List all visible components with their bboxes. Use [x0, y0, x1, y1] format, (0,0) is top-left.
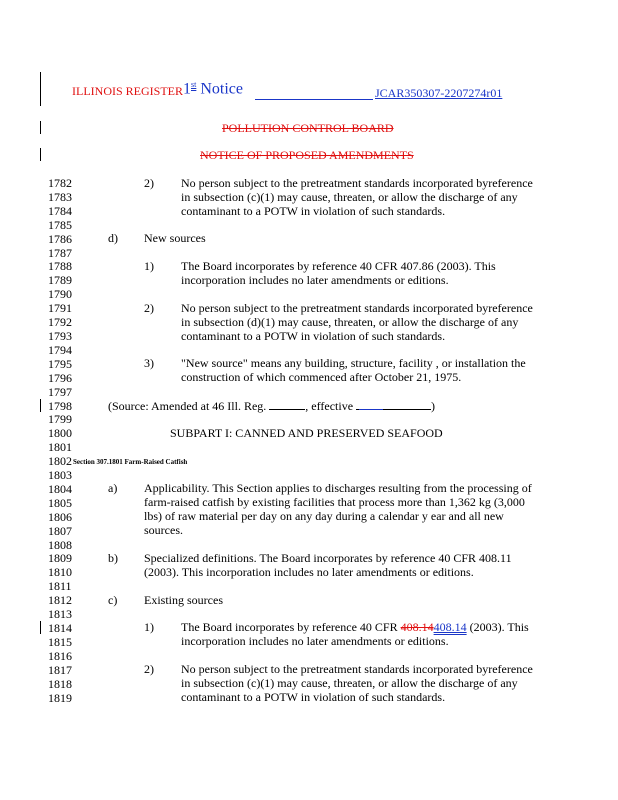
source-prefix: (Source: Amended at 46 Ill. Reg.	[108, 399, 270, 413]
line-number: 1810	[48, 565, 72, 580]
line-number: 1784	[48, 203, 72, 218]
subpart-heading: SUBPART I: CANNED AND PRESERVED SEAFOOD	[170, 426, 443, 440]
line-number: 1800	[48, 426, 72, 441]
source-mid: , effective	[305, 399, 357, 413]
change-bar	[40, 72, 41, 106]
paragraph-line: Specialized definitions. The Board incorporates by reference 40 CFR 408.11	[144, 551, 512, 565]
line-number: 1813	[48, 607, 72, 622]
paragraph-line: contaminant to a POTW in violation of such standards.	[181, 204, 446, 218]
paragraph-line	[181, 621, 529, 635]
notice-superscript: st	[191, 80, 197, 89]
inserted-text: 408.14	[433, 620, 467, 634]
paragraph-line: sources.	[144, 523, 183, 537]
line-number: 1796	[48, 370, 72, 385]
register-header	[72, 84, 183, 99]
notice-title: NOTICE OF PROPOSED AMENDMENTS	[200, 148, 414, 162]
paragraph-line: No person subject to the pretreatment standards incorporated byreference	[181, 301, 533, 315]
notice-label	[183, 80, 243, 98]
source-close: )	[431, 399, 436, 413]
paragraph-line: The Board incorporates by reference 40 CFR 407.86 (2003). This	[181, 259, 496, 273]
paragraph-label: 3)	[144, 356, 154, 370]
paragraph-line: incorporation includes no later amendments or editions.	[181, 634, 449, 648]
paragraph-label: 1)	[144, 259, 154, 273]
paragraph-line: contaminant to a POTW in violation of such standards.	[181, 329, 446, 343]
paragraph-label: 1)	[144, 620, 154, 634]
line-number: 1785	[48, 217, 72, 232]
paragraph-line: construction of which commenced after October 21, 1975.	[181, 370, 462, 384]
line-number: 1787	[48, 245, 72, 260]
paragraph-line: (2003). This incorporation includes no later amendments or editions.	[144, 565, 474, 579]
section-heading: Section 307.1801 Farm-Raised Catfish	[73, 458, 188, 466]
line-number: 1815	[48, 634, 72, 649]
line-number: 1783	[48, 189, 72, 204]
notice-number: 1	[183, 80, 191, 98]
change-bar	[40, 399, 41, 412]
line-number: 1802	[48, 454, 72, 469]
paragraph-label: 2)	[144, 301, 154, 315]
line-number: 1791	[48, 301, 72, 316]
line-number: 1799	[48, 412, 72, 427]
subsection-title: New sources	[144, 231, 206, 245]
line-number: 1816	[48, 648, 72, 663]
paragraph-line: farm-raised catfish by existing facilities that process more than 1,362 kg (3,000	[144, 495, 525, 509]
paragraph-line: in subsection (d)(1) may cause, threaten, or allow the discharge of any	[181, 315, 519, 329]
register-title: ILLINOIS REGISTER	[72, 84, 183, 98]
line-number: 1790	[48, 287, 72, 302]
line-numbers	[48, 177, 72, 705]
line-number: 1819	[48, 690, 72, 705]
paragraph-line: No person subject to the pretreatment standards incorporated byreference	[181, 662, 533, 676]
jcar-code: JCAR350307-2207274r01	[375, 86, 503, 100]
paragraph-line: Applicability. This Section applies to discharges resulting from the processing of	[144, 481, 532, 495]
source-note	[108, 399, 435, 414]
line-number: 1786	[48, 231, 72, 246]
line-number: 1792	[48, 315, 72, 330]
paragraph-line: lbs) of raw material per day on any day during a calendar y ear and all new	[144, 509, 504, 523]
subsection-label: b)	[108, 551, 118, 565]
line-number: 1797	[48, 384, 72, 399]
c1-prefix: The Board incorporates by reference 40 CFR	[181, 620, 401, 634]
paragraph-line: No person subject to the pretreatment standards incorporated byreference	[181, 176, 533, 190]
change-bar	[40, 621, 41, 634]
line-number: 1798	[48, 398, 72, 413]
line-number: 1811	[48, 579, 72, 594]
change-bar	[40, 148, 41, 161]
line-number: 1807	[48, 523, 72, 538]
paragraph-label: 2)	[144, 662, 154, 676]
subsection-label: d)	[108, 231, 118, 245]
subsection-title: Existing sources	[144, 593, 223, 607]
line-number: 1795	[48, 356, 72, 371]
subsection-label: a)	[108, 481, 118, 495]
line-number: 1782	[48, 176, 72, 190]
line-number: 1812	[48, 593, 72, 608]
line-number: 1818	[48, 676, 72, 691]
deleted-text: 408.14	[400, 620, 434, 634]
paragraph-line: "New source" means any building, structure, facility , or installation the	[181, 356, 526, 370]
line-number: 1808	[48, 537, 72, 552]
header-underline	[255, 99, 373, 100]
paragraph-line: contaminant to a POTW in violation of such standards.	[181, 690, 446, 704]
paragraph-line: in subsection (c)(1) may cause, threaten, or allow the discharge of any	[181, 190, 518, 204]
line-number: 1789	[48, 273, 72, 288]
reg-blank	[269, 399, 305, 410]
line-number: 1801	[48, 440, 72, 455]
paragraph-line: incorporation includes no later amendments or editions.	[181, 273, 449, 287]
board-name: POLLUTION CONTROL BOARD	[222, 121, 394, 135]
line-number: 1809	[48, 551, 72, 566]
line-number: 1806	[48, 509, 72, 524]
line-number: 1817	[48, 662, 72, 677]
line-number: 1805	[48, 495, 72, 510]
line-number: 1788	[48, 259, 72, 274]
notice-text: Notice	[200, 80, 243, 98]
line-number: 1804	[48, 481, 72, 496]
line-number: 1803	[48, 468, 72, 483]
change-bar	[40, 121, 41, 134]
line-number: 1793	[48, 328, 72, 343]
paragraph-line: in subsection (c)(1) may cause, threaten, or allow the discharge of any	[181, 676, 518, 690]
line-number: 1794	[48, 342, 72, 357]
line-number: 1814	[48, 621, 72, 635]
subsection-label: c)	[108, 593, 118, 607]
effective-blank	[356, 399, 431, 410]
c1-suffix: (2003). This	[466, 620, 529, 634]
paragraph-label: 2)	[144, 176, 154, 190]
